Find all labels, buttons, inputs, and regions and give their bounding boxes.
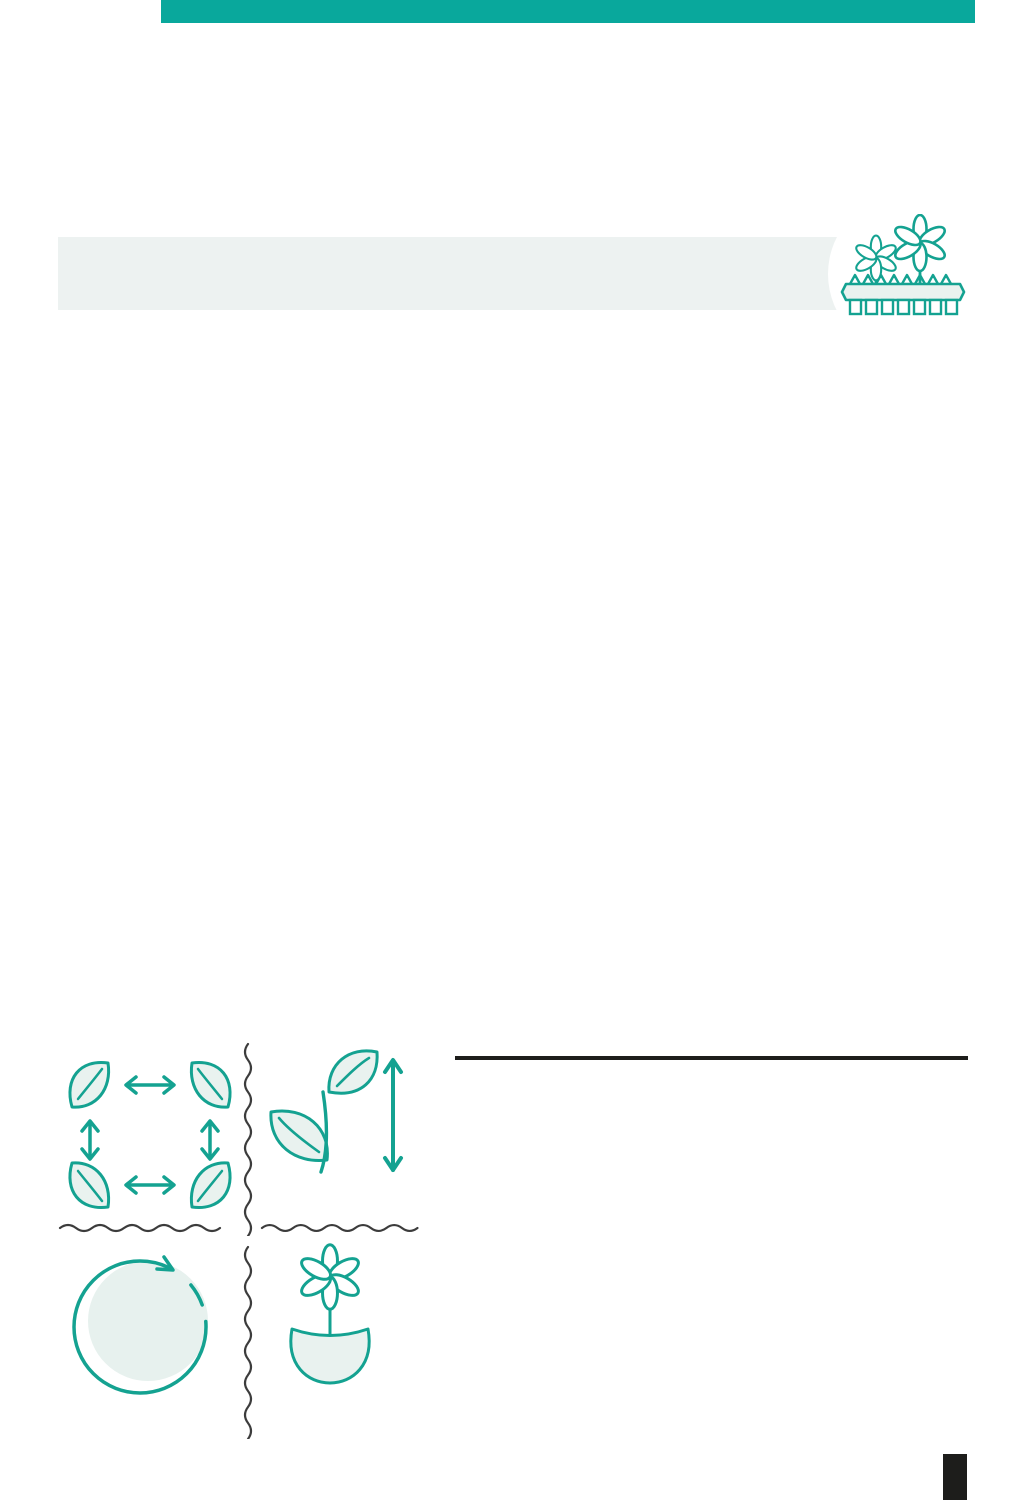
section-english	[60, 695, 970, 704]
print-registration-block	[943, 1454, 967, 1500]
legend-flowers	[783, 1180, 830, 1206]
legend-swatch-flowers	[783, 1181, 821, 1206]
pot-plant-icon	[285, 1243, 430, 1403]
legend-open-ground	[620, 1180, 667, 1206]
title-band	[58, 237, 840, 310]
legend-swatch-under-glass	[455, 1181, 493, 1206]
section-german	[60, 860, 970, 869]
legend-under-glass	[455, 1180, 502, 1206]
divider-wavy-horizontal-2	[260, 1222, 435, 1234]
legend-swatch-open-ground	[620, 1181, 658, 1206]
section-french	[60, 492, 970, 501]
divider-wavy-vertical-1	[240, 1042, 256, 1236]
divider-wavy-vertical-2	[240, 1245, 256, 1439]
annual-cycle-icon	[60, 1255, 240, 1405]
divider-wavy-horizontal-1	[58, 1222, 238, 1234]
top-color-bar	[161, 0, 975, 23]
plant-height-icon	[265, 1048, 405, 1183]
flowers-planter-icon	[840, 214, 966, 316]
section-dutch	[60, 322, 970, 331]
plant-spacing-icon	[50, 1045, 250, 1225]
sowing-calendar-table	[455, 1056, 968, 1060]
barcode	[630, 1250, 970, 1402]
